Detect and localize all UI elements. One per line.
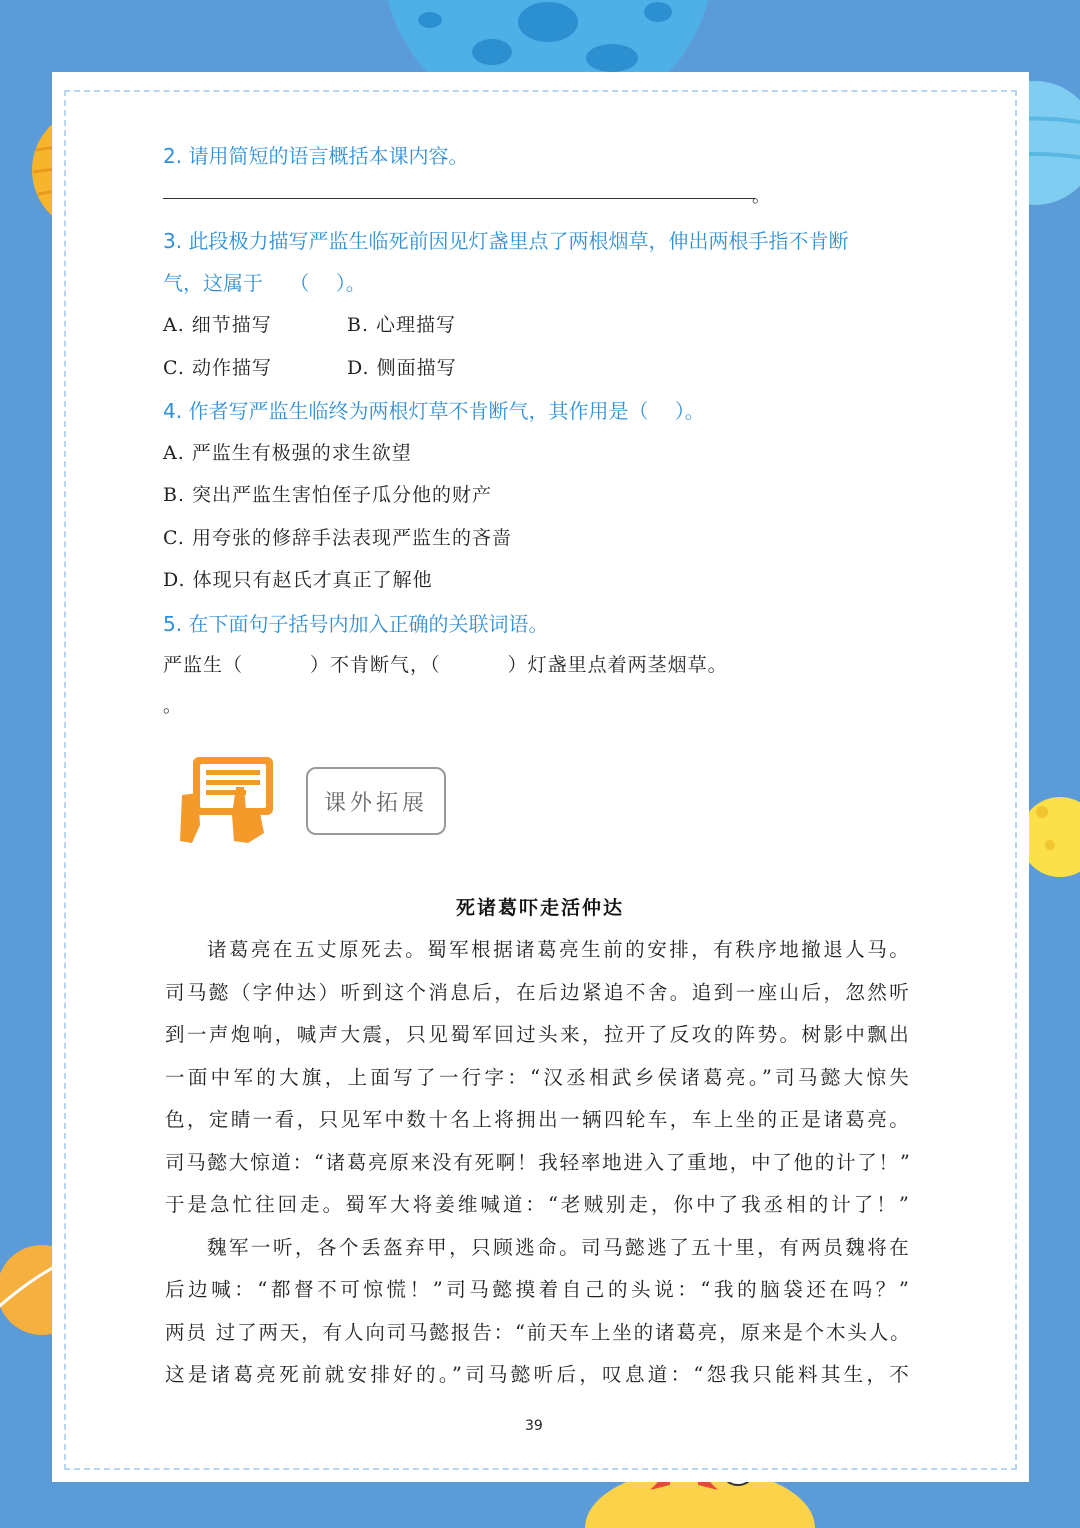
page-number: 39 [525,1418,543,1434]
question-3-line-1: 3. 此段极力描写严监生临死前因见灯盏里点了两根烟草，伸出两根手指不肯断 [163,229,849,253]
question-5: 5. 在下面句子括号内加入正确的关联词语。 [163,612,549,636]
q3-option-b[interactable]: B. 心理描写 [347,314,457,336]
extension-heading: 课外拓展 [306,767,446,835]
q4-option-d[interactable]: D. 体现只有赵氏才真正了解他 [163,569,433,591]
article-title: 死诸葛吓走活仲达 [455,897,624,919]
q4-option-a[interactable]: A. 严监生有极强的求生欲望 [163,442,412,464]
article-line: 于是急忙往回走。蜀军大将姜维喊道：“老贼别走，你中了我丞相的计了！” [165,1193,910,1216]
article-line: 到一声炮响，喊声大震，只见蜀军回过头来，拉开了反攻的阵势。树影中飘出 [165,1023,910,1046]
article-body [165,929,910,1397]
q5-end-mark: 。 [163,696,181,717]
answer-line-end: 。 [752,186,770,207]
article-line: 后边喊：“都督不可惊慌！”司马懿摸着自己的头说：“我的脑袋还在吗？” [165,1278,910,1301]
yellow-moon-icon [1020,797,1080,877]
article-line: 这是诸葛亮死前就安排好的。”司马懿听后，叹息道：“怨我只能料其生，不 [165,1363,910,1386]
article-line: 诸葛亮在五丈原死去。蜀军根据诸葛亮生前的安排，有秩序地撤退人马。 [207,938,910,961]
article-line: 司马懿（字仲达）听到这个消息后，在后边紧追不舍。追到一座山后，忽然听 [165,980,910,1004]
answer-line[interactable] [163,198,755,199]
q3-option-d[interactable]: D. 侧面描写 [347,357,457,379]
q5-sentence[interactable]: 严监生（ ）不肯断气，（ ）灯盏里点着两茎烟草。 [163,654,728,676]
q3-option-a[interactable]: A. 细节描写 [163,314,272,336]
q4-option-c[interactable]: C. 用夸张的修辞手法表现严监生的吝啬 [163,527,512,549]
article-line: 魏军一听，各个丢盔弃甲，只顾逃命。司马懿逃了五十里，有两员魏将在 [207,1235,910,1259]
q4-option-b[interactable]: B. 突出严监生害怕侄子瓜分他的财产 [163,484,493,506]
question-3-line-2: 气，这属于 （ ）。 [163,271,366,295]
question-4: 4. 作者写严监生临终为两根灯草不肯断气，其作用是（ ）。 [163,399,705,423]
article-line: 两员 过了两天，有人向司马懿报告：“前天车上坐的诸葛亮，原来是个木头人。 [165,1320,910,1344]
tablet-hand-icon [178,755,278,847]
q3-option-c[interactable]: C. 动作描写 [163,357,272,379]
article-line: 司马懿大惊道：“诸葛亮原来没有死啊！我轻率地进入了重地，中了他的计了！” [165,1150,910,1174]
article-line: 一面中军的大旗，上面写了一行字：“汉丞相武乡侯诸葛亮。”司马懿大惊失 [165,1065,910,1089]
question-2: 2. 请用简短的语言概括本课内容。 [163,144,469,168]
article-line: 色，定睛一看，只见军中数十名上将拥出一辆四轮车，车上坐的正是诸葛亮。 [165,1108,910,1131]
